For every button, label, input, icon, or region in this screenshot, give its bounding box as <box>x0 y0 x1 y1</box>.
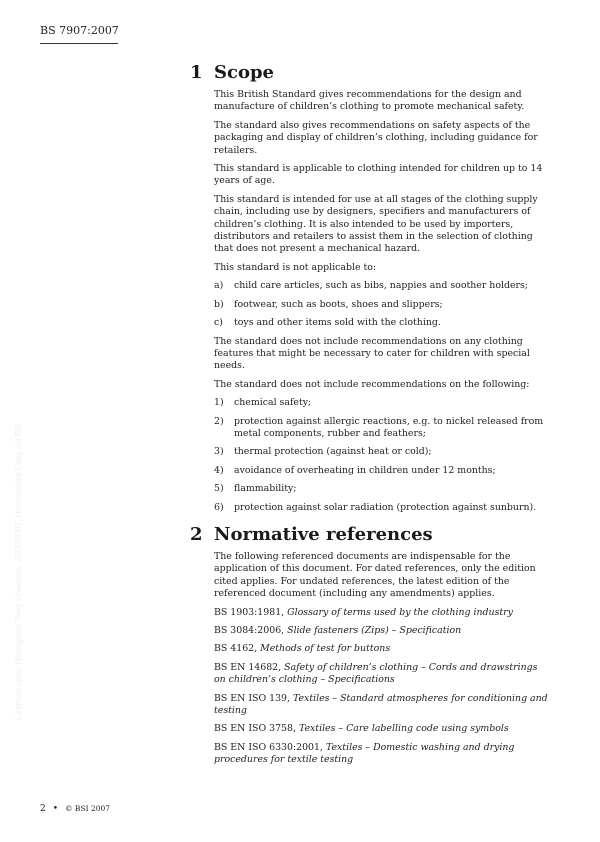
list-text: child care articles, such as bibs, nappies and soother holders; <box>234 280 528 292</box>
reference-code: BS EN 14682, <box>214 661 285 673</box>
reference-item <box>214 625 550 637</box>
section-1-body <box>214 89 550 520</box>
reference-code: BS EN ISO 139, <box>214 692 293 704</box>
section-2-heading <box>190 524 433 545</box>
excluded-topic-item <box>214 416 550 441</box>
list-marker: 3) <box>214 446 224 458</box>
exclusion-item <box>214 317 550 329</box>
excluded-topic-item <box>214 446 550 458</box>
excluded-topic-item <box>214 465 550 477</box>
reference-item <box>214 693 550 718</box>
reference-title: Textiles – Domestic washing and drying procedures for textile testing <box>214 741 515 766</box>
scope-paragraph: The standard also gives recommendations on safety aspects of the packaging and display of children’s clothing, including guidance for retailers. <box>214 119 538 156</box>
licence-watermark <box>0 120 24 720</box>
reference-title: Methods of test for buttons <box>260 643 391 655</box>
reference-code: BS 4162, <box>214 643 261 655</box>
scope-paragraph: This British Standard gives recommendations for the design and manufacture of children’s clothing to promote mechanical safety. <box>214 89 525 113</box>
reference-title: Safety of children’s clothing – Cords and drawstrings on children’s clothing – Specifications <box>214 661 538 686</box>
list-text: avoidance of overheating in children under 12 months; <box>234 464 496 476</box>
reference-title: Glossary of terms used by the clothing industry <box>287 606 513 618</box>
list-text: flammability; <box>234 483 297 495</box>
list-marker: 4) <box>214 464 224 476</box>
section-2-title: Normative references <box>214 524 433 545</box>
references-intro: The following referenced documents are indispensable for the application of this document. For dated references, only the edition cited applies. For undated references, the latest edition of the referenced document (including any amendments) applies. <box>214 551 536 600</box>
running-header: BS 7907:2007 <box>40 24 119 37</box>
section-1-number: 1 <box>190 62 203 83</box>
reference-title: Textiles – Care labelling code using symbols <box>298 723 509 735</box>
footer-separator: • <box>52 804 59 814</box>
scope-paragraph: This standard is applicable to clothing intended for children up to 14 years of age. <box>214 163 543 187</box>
reference-item <box>214 662 550 687</box>
reference-title: Textiles – Standard atmospheres for conditioning and testing <box>214 692 548 717</box>
reference-code: BS 1903:1981, <box>214 606 288 618</box>
exclusion-item <box>214 280 550 292</box>
reference-code: BS EN ISO 6330:2001, <box>214 741 326 753</box>
exclusion-item <box>214 299 550 311</box>
list-text: thermal protection (against heat or cold); <box>234 446 432 458</box>
excluded-topic-item <box>214 483 550 495</box>
section-2-number: 2 <box>190 524 203 545</box>
following-intro: The standard does not include recommendations on the following: <box>214 378 530 390</box>
reference-item <box>214 643 550 655</box>
reference-code: BS 3084:2006, <box>214 625 288 637</box>
reference-item <box>214 607 550 619</box>
scope-paragraph: This standard is intended for use at all stages of the clothing supply chain, including use by designers, specifiers and manufacturers of children’s clothing. It is also intended to be used by importers, distributors and retailers to assist them in the selection of clothing that does not present a mechanical hazard. <box>214 193 538 255</box>
list-text: protection against solar radiation (protection against sunburn). <box>234 501 537 513</box>
reference-code: BS EN ISO 3758, <box>214 723 299 735</box>
list-marker: 5) <box>214 483 224 495</box>
page-footer <box>40 804 110 814</box>
section-1-heading <box>190 62 274 83</box>
section-1-title: Scope <box>214 62 275 83</box>
list-marker: 2) <box>214 415 224 427</box>
reference-item <box>214 742 550 767</box>
special-needs-paragraph: The standard does not include recommendations on any clothing features that might be necessary to cater for children with special needs. <box>214 335 530 372</box>
page-number: 2 <box>40 804 46 814</box>
list-marker: a) <box>214 280 224 292</box>
reference-item <box>214 723 550 735</box>
list-text: chemical safety; <box>234 397 312 409</box>
list-text: protection against allergic reactions, e.g. to nickel released from metal components, rubber and feathers; <box>234 415 544 439</box>
list-marker: b) <box>214 298 224 310</box>
header-rule <box>40 43 118 44</box>
excluded-topic-item <box>214 502 550 514</box>
list-marker: 1) <box>214 397 224 409</box>
excluded-topic-item <box>214 397 550 409</box>
list-text: footwear, such as boots, shoes and slippers; <box>234 298 443 310</box>
watermark-text: Licensed copy: Nottingham Trent University, 23/09/2007, Uncontrolled Copy, (c) BSI <box>14 423 23 720</box>
list-marker: c) <box>214 317 223 329</box>
copyright-notice: © BSI 2007 <box>65 804 111 813</box>
list-text: toys and other items sold with the clothing. <box>234 317 441 329</box>
scope-paragraph: This standard is not applicable to: <box>214 261 377 273</box>
reference-title: Slide fasteners (Zips) – Specification <box>287 625 462 637</box>
list-marker: 6) <box>214 501 224 513</box>
section-2-body <box>214 551 550 773</box>
